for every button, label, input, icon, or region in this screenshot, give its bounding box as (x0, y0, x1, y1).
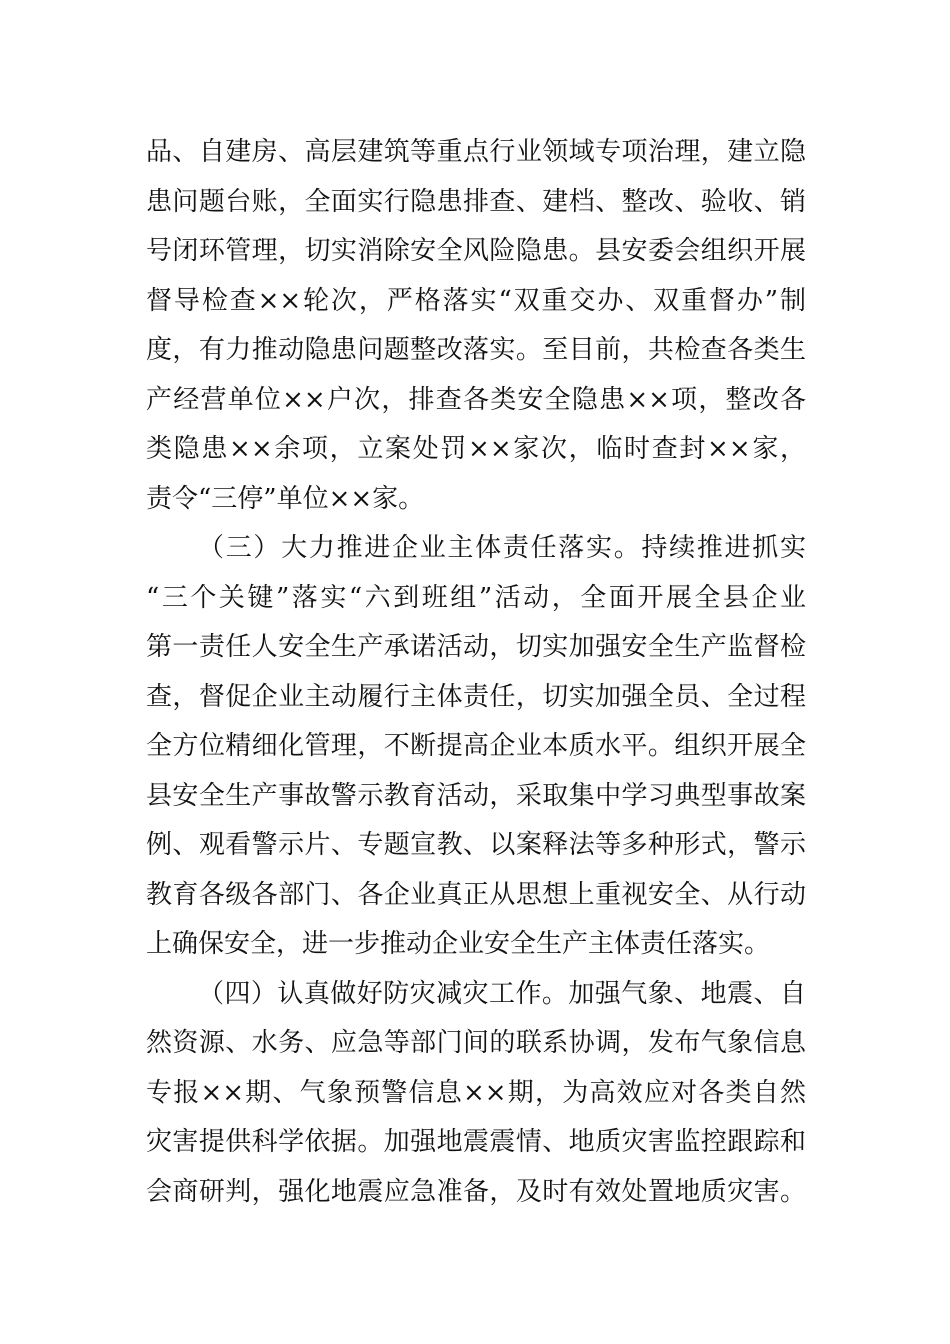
section-heading-line: （四）认真做好防灾减灾工作。加强气象、地震、自 (198, 978, 806, 1009)
text-line: 例、观看警示片、专题宣教、以案释法等多种形式，警示 (146, 830, 806, 860)
document-body (146, 128, 806, 1217)
paragraph-hazard-rectification (146, 128, 806, 524)
text-line: 产经营单位××户次，排查各类安全隐患××项，整改各 (146, 384, 806, 415)
text-line: 教育各级各部门、各企业真正从思想上重视安全、从行动 (146, 879, 806, 910)
paragraph-disaster-prevention (146, 970, 806, 1218)
text-line: “三个关键”落实“六到班组”活动，全面开展全县企业 (146, 582, 806, 613)
text-line: 患问题台账，全面实行隐患排查、建档、整改、验收、销 (146, 186, 806, 217)
text-line: 上确保安全，进一步推动企业安全生产主体责任落实。 (146, 929, 771, 959)
text-line: 品、自建房、高层建筑等重点行业领域专项治理，建立隐 (146, 137, 806, 167)
text-line: 全方位精细化管理，不断提高企业本质水平。组织开展全 (146, 731, 806, 761)
text-line: 责令“三停”单位××家。 (146, 483, 425, 514)
text-line: 会商研判，强化地震应急准备，及时有效处置地质灾害。 (146, 1176, 806, 1207)
text-line: 然资源、水务、应急等部门间的联系协调，发布气象信息 (146, 1028, 806, 1058)
text-line: 县安全生产事故警示教育活动，采取集中学习典型事故案 (146, 780, 806, 811)
text-line: 督导检查××轮次，严格落实“双重交办、双重督办”制 (146, 285, 806, 316)
text-line: 类隐患××余项，立案处罚××家次，临时查封××家， (146, 434, 806, 464)
text-line: 灾害提供科学依据。加强地震震情、地质灾害监控跟踪和 (146, 1127, 806, 1157)
paragraph-enterprise-responsibility (146, 524, 806, 970)
section-heading-line: （三）大力推进企业主体责任落实。持续推进抓实 (198, 533, 806, 563)
text-line: 号闭环管理，切实消除安全风险隐患。县安委会组织开展 (146, 236, 806, 266)
text-line: 专报××期、气象预警信息××期，为高效应对各类自然 (146, 1077, 806, 1108)
text-line: 第一责任人安全生产承诺活动，切实加强安全生产监督检 (146, 632, 806, 662)
text-line: 查，督促企业主动履行主体责任，切实加强全员、全过程 (146, 681, 806, 712)
text-line: 度，有力推动隐患问题整改落实。至目前，共检查各类生 (146, 335, 806, 365)
